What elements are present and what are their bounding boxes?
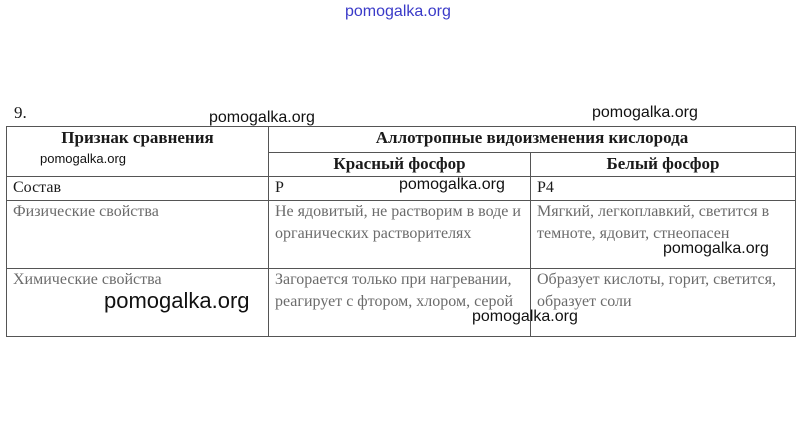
row-label: Химические свойства — [7, 269, 269, 337]
header-comparison-attribute: Признак сравнения — [7, 127, 269, 177]
watermark: pomogalka.org — [104, 288, 250, 313]
watermark: pomogalka.org — [663, 240, 769, 257]
cell-red: P — [269, 177, 531, 201]
table-header-row — [7, 127, 796, 153]
row-label: Состав — [7, 177, 269, 201]
cell-white: Образует кислоты, горит, светится, образует соли — [531, 269, 796, 337]
watermark: pomogalka.org — [399, 176, 505, 193]
row-label: Физические свойства — [7, 201, 269, 269]
header-allotropes: Аллотропные видоизменения кислорода — [269, 127, 796, 153]
watermark: pomogalka.org — [592, 104, 698, 121]
header-red-phosphorus: Красный фосфор — [269, 153, 531, 177]
header-white-phosphorus: Белый фосфор — [531, 153, 796, 177]
cell-red: Загорается только при нагревании, реагирует с фтором, хлором, серой — [269, 269, 531, 337]
cell-white: P4 — [531, 177, 796, 201]
watermark: pomogalka.org — [209, 109, 315, 126]
watermark: pomogalka.org — [40, 151, 126, 166]
cell-white: Мягкий, легкоплавкий, светится в темноте, ядовит, стнеопасен — [531, 201, 796, 269]
watermark-top: pomogalka.org — [345, 3, 451, 20]
cell-red: Не ядовитый, не растворим в воде и органических растворителях — [269, 201, 531, 269]
table-row — [7, 201, 796, 269]
task-number: 9. — [14, 103, 27, 122]
watermark: pomogalka.org — [472, 308, 578, 325]
